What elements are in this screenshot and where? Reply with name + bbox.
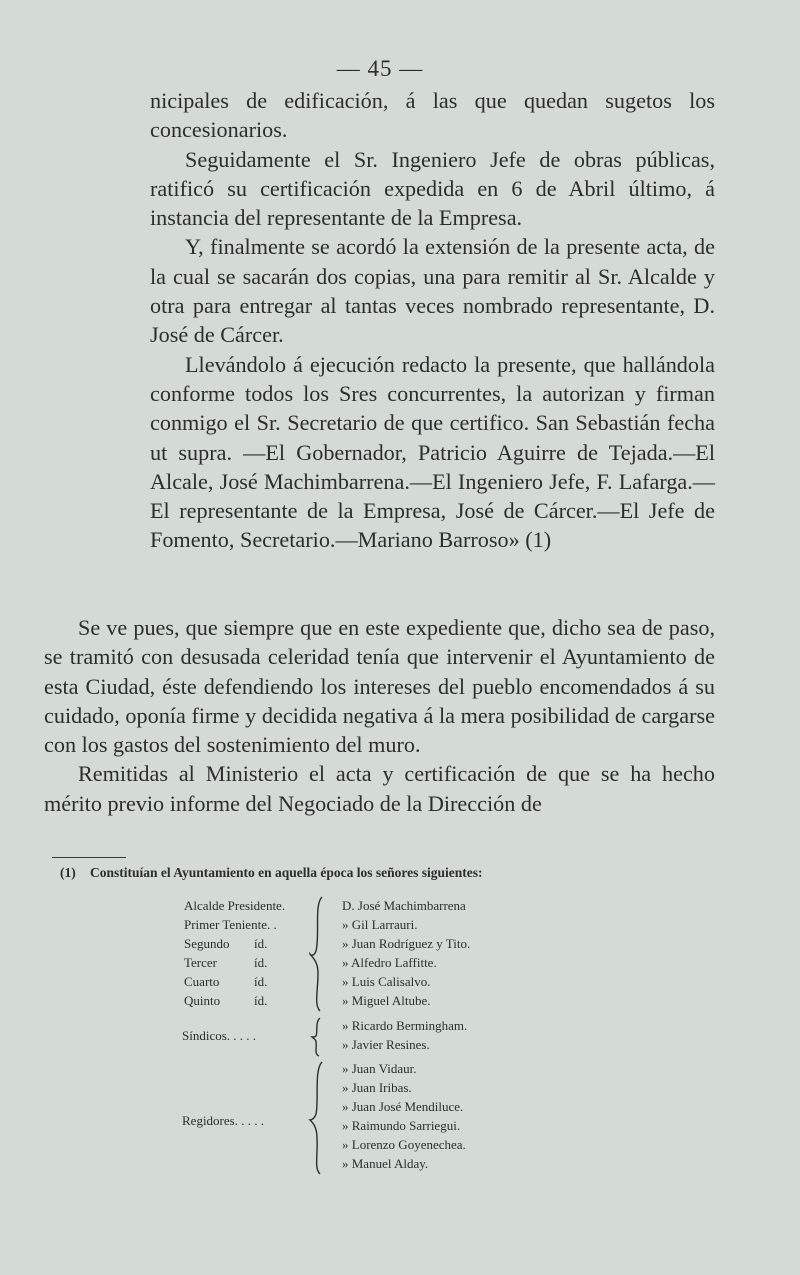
paragraph: Llevándolo á ejecución redacto la presente, que hallándola conforme todos los Sres concurrentes, la autorizan y firman conmigo el Sr. Secretario de que certifico. San Sebastián fecha ut supra. —El Gobernador, Patricio Aguirre de Tejada.—El Alcale, José Machimbarrena.—El Ingeniero Jefe, F. Lafarga.—El representante de la Empresa, José de Cárcer.—El Jefe de Fomento, Secretario.—Mariano Barroso» (1) (150, 351, 715, 553)
officer-name: » Alfedro Laffitte. (342, 955, 437, 970)
sindico-name: » Ricardo Bermingham. (342, 1018, 468, 1033)
paragraph: Y, finalmente se acordó la extensión de la presente acta, de la cual se sacarán dos copias, una para remitir al Sr. Alcalde y otra para entregar al tantas veces nombrado representante, D. José de Cárcer. (150, 234, 715, 348)
footnote-rule (52, 857, 126, 858)
regidor-name: » Juan Iribas. (342, 1080, 412, 1095)
officer-role: Quinto íd. (184, 993, 268, 1008)
regidores-brace (306, 1060, 328, 1176)
paragraph: Remitidas al Ministerio el acta y certificación de que se ha hecho mérito previo informe del Negociado de la Dirección de (44, 761, 715, 816)
sindico-name: » Javier Resines. (342, 1037, 430, 1052)
regidor-name: » Juan José Mendiluce. (342, 1099, 464, 1114)
paragraph: nicipales de edificación, á las que quedan sugetos los concesionarios. (150, 88, 715, 143)
sindicos-brace (306, 1016, 328, 1058)
footnote-mark: (1) (60, 865, 76, 880)
paragraph: Seguidamente el Sr. Ingeniero Jefe de obras públicas, ratificó su certificación expedida en 6 de Abril último, á instancia del representante de la Empresa. (150, 146, 715, 231)
officer-name: » Miguel Altube. (342, 993, 431, 1008)
officer-name: » Juan Rodríguez y Tito. (342, 936, 471, 951)
officer-name: D. José Machimbarrena (342, 898, 466, 913)
footnote-intro-text: Constituían el Ayuntamiento en aquella época los señores siguientes: (90, 865, 483, 880)
regidor-name: » Lorenzo Goyenechea. (342, 1137, 466, 1152)
officer-name: » Luis Calisalvo. (342, 974, 431, 989)
quoted-act-text (150, 86, 715, 555)
regidor-name: » Manuel Alday. (342, 1156, 429, 1171)
body-text (44, 613, 715, 818)
page-number: — 45 — (336, 56, 424, 81)
officer-role: Primer Teniente. . (184, 917, 277, 932)
officer-role: Tercer íd. (184, 955, 268, 970)
paragraph: Se ve pues, que siempre que en este expediente que, dicho sea de paso, se tramitó con desusada celeridad tenía que intervenir el Ayuntamiento de esta Ciudad, éste defendiendo los intereses del pueblo encomendados á su cuidado, oponía firme y decidida negativa á la mera posibilidad de cargarse con los gastos del sostenimiento del muro. (44, 615, 715, 758)
officer-name: » Gil Larrauri. (342, 917, 418, 932)
regidor-name: » Juan Vidaur. (342, 1061, 417, 1076)
footnote-intro (60, 864, 483, 882)
officer-role: Segundo íd. (184, 936, 268, 951)
sindicos-label: Síndicos. . . . . (182, 1028, 257, 1043)
officers-brace (306, 895, 328, 1013)
officer-role: Alcalde Presidente. (184, 898, 286, 913)
officer-role: Cuarto íd. (184, 974, 268, 989)
regidor-name: » Raimundo Sarriegui. (342, 1118, 461, 1133)
regidores-label: Regidores. . . . . (182, 1113, 264, 1128)
